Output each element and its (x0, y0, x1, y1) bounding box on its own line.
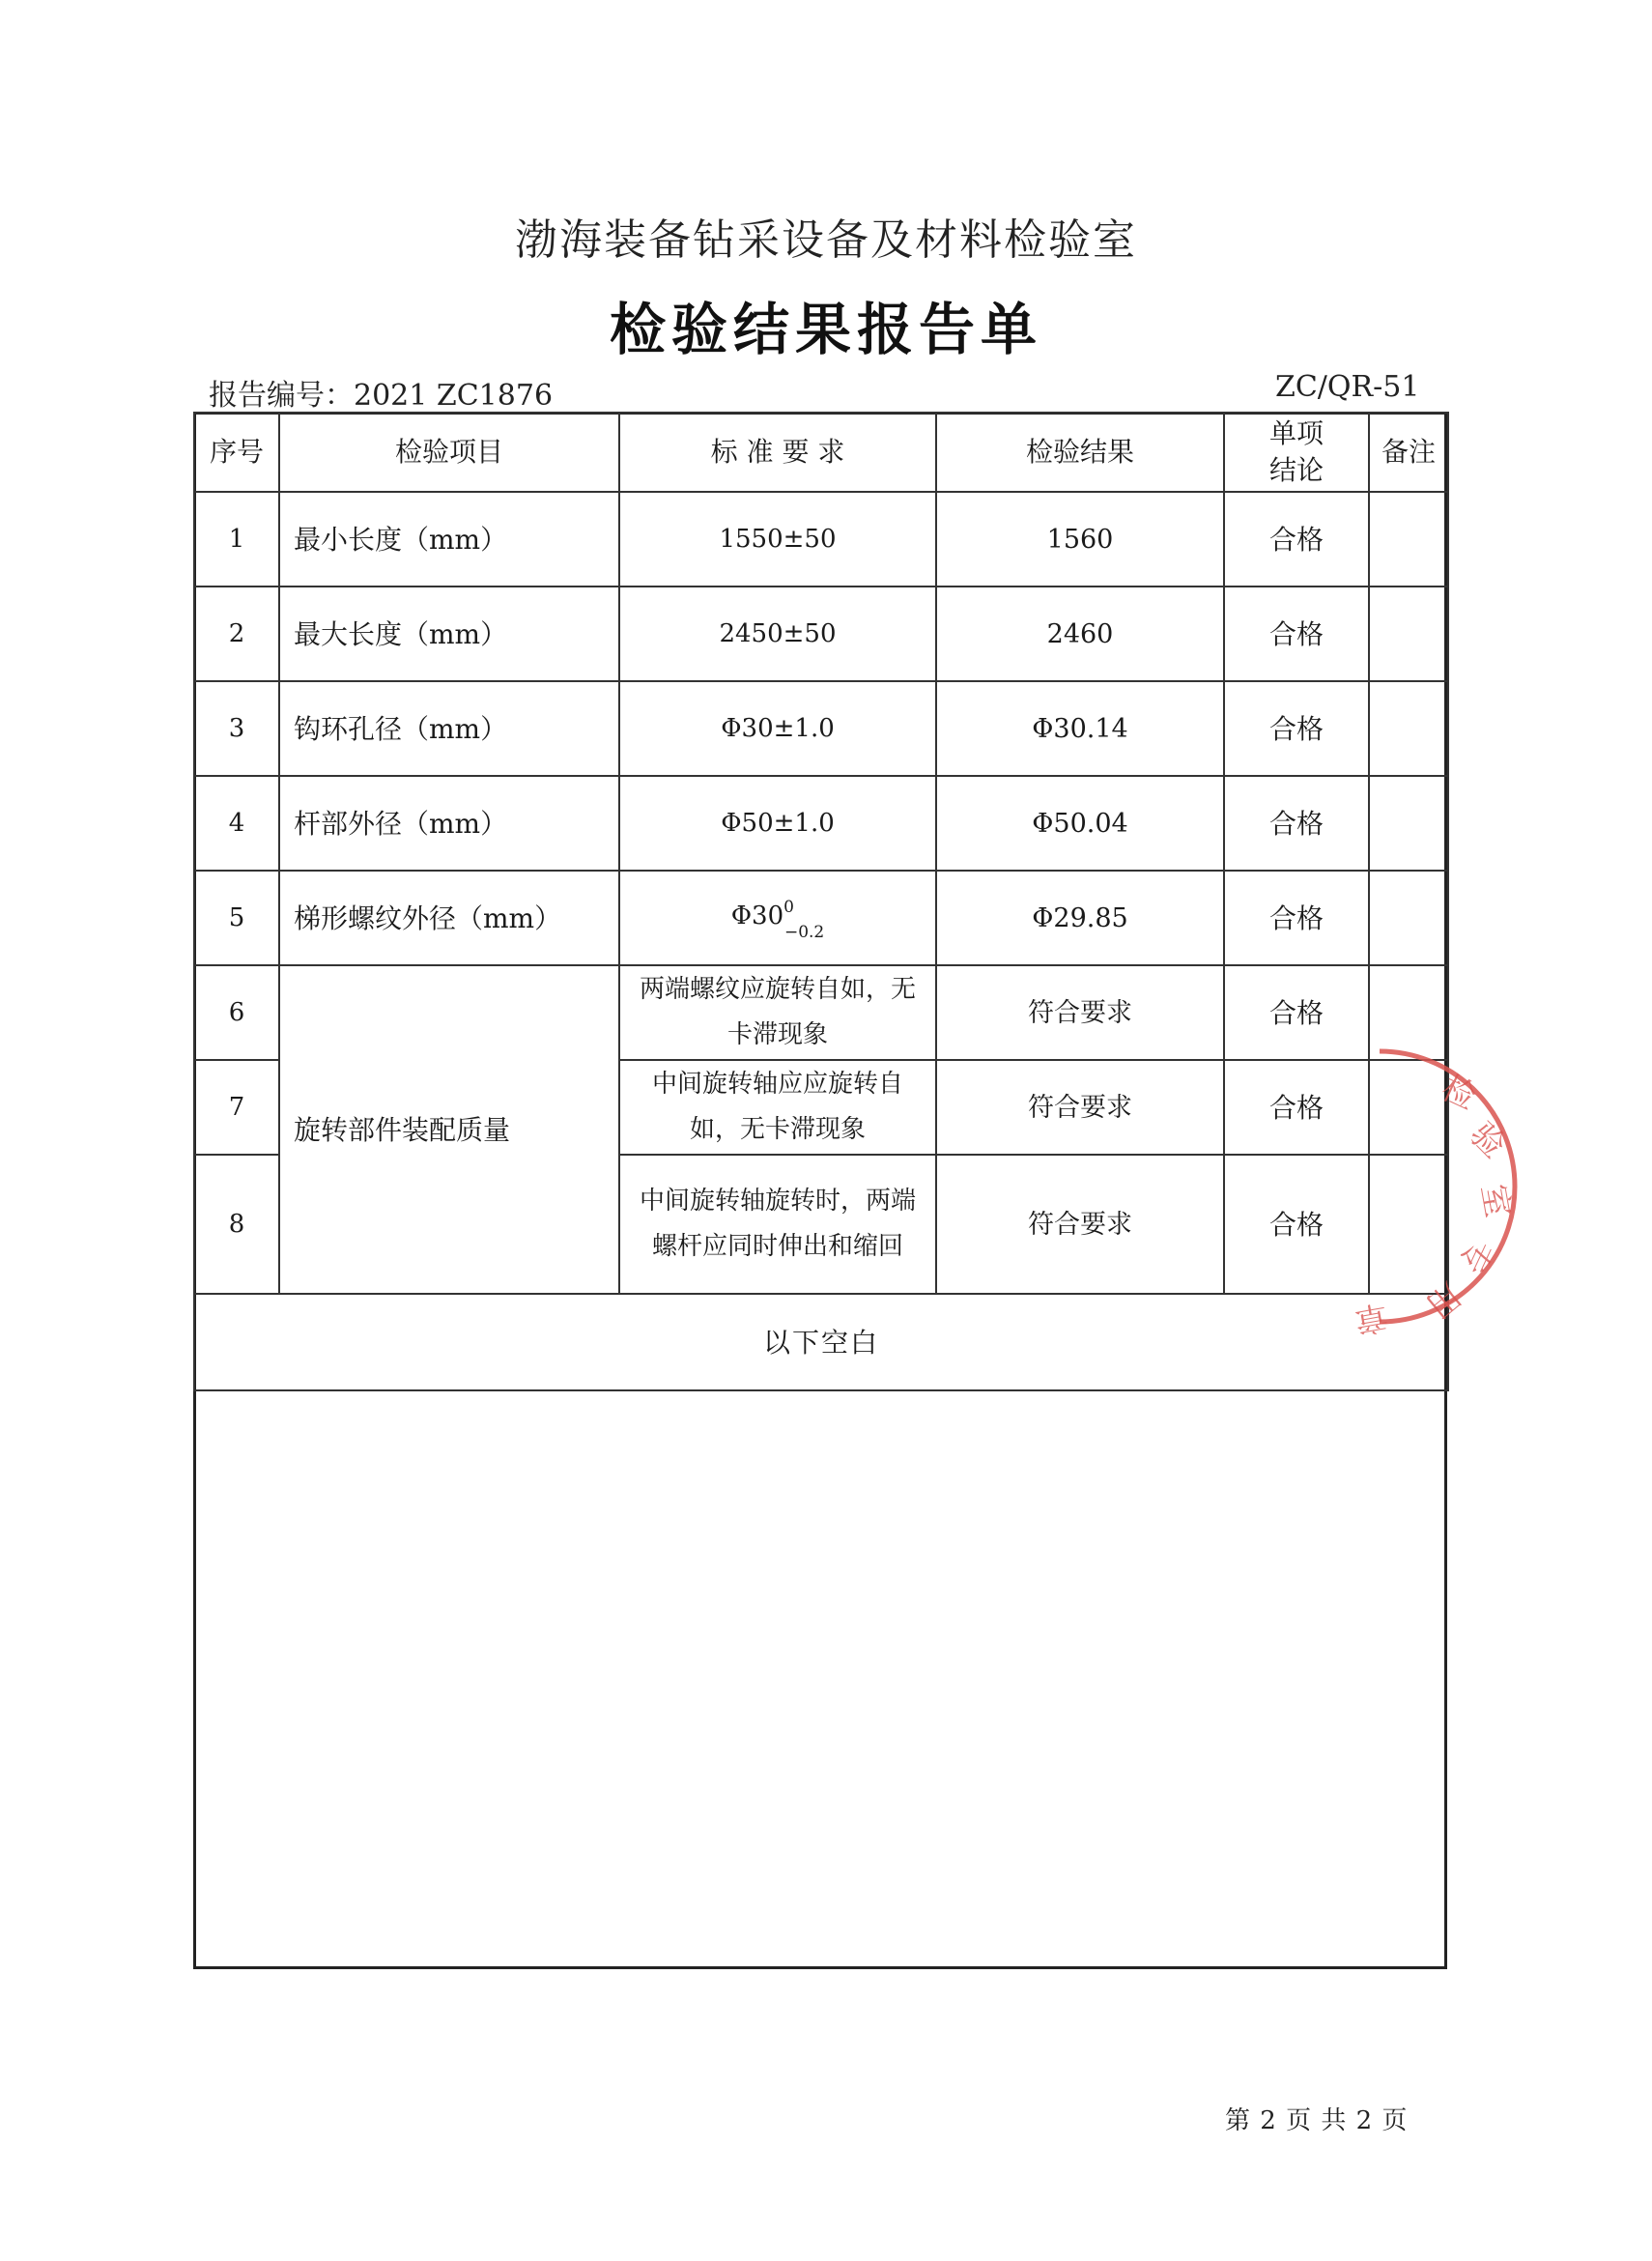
header-remark: 备注 (1369, 413, 1448, 492)
table-row (194, 871, 1448, 965)
table-row (194, 965, 1448, 1060)
svg-text:验: 验 (1462, 1115, 1513, 1166)
header-result: 检验结果 (936, 413, 1224, 492)
svg-text:专: 专 (1450, 1233, 1500, 1279)
blank-note-row (194, 1294, 1448, 1390)
cell-standard (619, 871, 936, 965)
official-seal (1351, 1042, 1553, 1340)
cell-conclusion: 合格 (1224, 1060, 1369, 1155)
tolerance-base: Φ30 (730, 902, 784, 930)
header-conclusion-line2: 结论 (1268, 454, 1324, 486)
cell-result: Φ50.04 (936, 776, 1224, 871)
table-row (194, 776, 1448, 871)
cell-standard: 中间旋转轴应应旋转自如，无卡滞现象 (619, 1060, 936, 1155)
organization-title: 渤海装备钻采设备及材料检验室 (515, 215, 1137, 265)
cell-seq: 3 (194, 681, 279, 776)
cell-standard: 2450±50 (619, 587, 936, 681)
cell-seq: 7 (194, 1060, 279, 1155)
cell-remark (1369, 492, 1448, 587)
cell-item: 梯形螺纹外径（mm） (279, 871, 619, 965)
cell-result: Φ29.85 (936, 871, 1224, 965)
cell-seq: 6 (194, 965, 279, 1060)
header-standard: 标 准 要 求 (619, 413, 936, 492)
cell-result: Φ30.14 (936, 681, 1224, 776)
cell-seq: 4 (194, 776, 279, 871)
cell-conclusion: 合格 (1224, 776, 1369, 871)
cell-conclusion: 合格 (1224, 681, 1369, 776)
svg-text:检: 检 (1436, 1068, 1482, 1118)
header-conclusion (1224, 413, 1369, 492)
cell-conclusion: 合格 (1224, 1155, 1369, 1294)
table-row (194, 587, 1448, 681)
cell-standard: 两端螺纹应旋转自如，无卡滞现象 (619, 965, 936, 1060)
table-header-row (194, 413, 1448, 492)
header-item: 检验项目 (279, 413, 619, 492)
cell-conclusion: 合格 (1224, 492, 1369, 587)
cell-result: 2460 (936, 587, 1224, 681)
svg-text:室: 室 (1473, 1181, 1518, 1221)
header-conclusion-line1: 单项 (1268, 417, 1324, 449)
cell-item: 钩环孔径（mm） (279, 681, 619, 776)
cell-remark (1369, 681, 1448, 776)
svg-text:用: 用 (1418, 1274, 1468, 1326)
cell-result: 符合要求 (936, 1060, 1224, 1155)
cell-remark (1369, 871, 1448, 965)
cell-item-merged: 旋转部件装配质量 (279, 965, 619, 1294)
svg-text:章: 章 (1351, 1296, 1391, 1340)
blank-note: 以下空白 (194, 1294, 1448, 1390)
cell-standard: 1550±50 (619, 492, 936, 587)
cell-item: 最小长度（mm） (279, 492, 619, 587)
cell-seq: 5 (194, 871, 279, 965)
cell-conclusion: 合格 (1224, 587, 1369, 681)
cell-result: 符合要求 (936, 1155, 1224, 1294)
cell-remark (1369, 587, 1448, 681)
inspection-table (193, 412, 1449, 1391)
cell-remark (1369, 776, 1448, 871)
cell-seq: 2 (194, 587, 279, 681)
cell-conclusion: 合格 (1224, 965, 1369, 1060)
form-code: ZC/QR-51 (1275, 370, 1420, 404)
cell-standard: Φ50±1.0 (619, 776, 936, 871)
table-row (194, 492, 1448, 587)
cell-conclusion: 合格 (1224, 871, 1369, 965)
tolerance-lower: −0.2 (783, 923, 825, 942)
cell-result: 符合要求 (936, 965, 1224, 1060)
table-row (194, 681, 1448, 776)
cell-seq: 1 (194, 492, 279, 587)
cell-item: 最大长度（mm） (279, 587, 619, 681)
cell-seq: 8 (194, 1155, 279, 1294)
document-title: 检验结果报告单 (609, 297, 1042, 362)
page-indicator: 第 2 页 共 2 页 (1225, 2106, 1409, 2135)
report-number: 报告编号：2021 ZC1876 (209, 379, 554, 413)
cell-result: 1560 (936, 492, 1224, 587)
cell-item: 杆部外径（mm） (279, 776, 619, 871)
header-seq: 序号 (194, 413, 279, 492)
tolerance-upper: 0 (783, 898, 794, 917)
cell-standard: Φ30±1.0 (619, 681, 936, 776)
cell-standard: 中间旋转轴旋转时，两端螺杆应同时伸出和缩回 (619, 1155, 936, 1294)
